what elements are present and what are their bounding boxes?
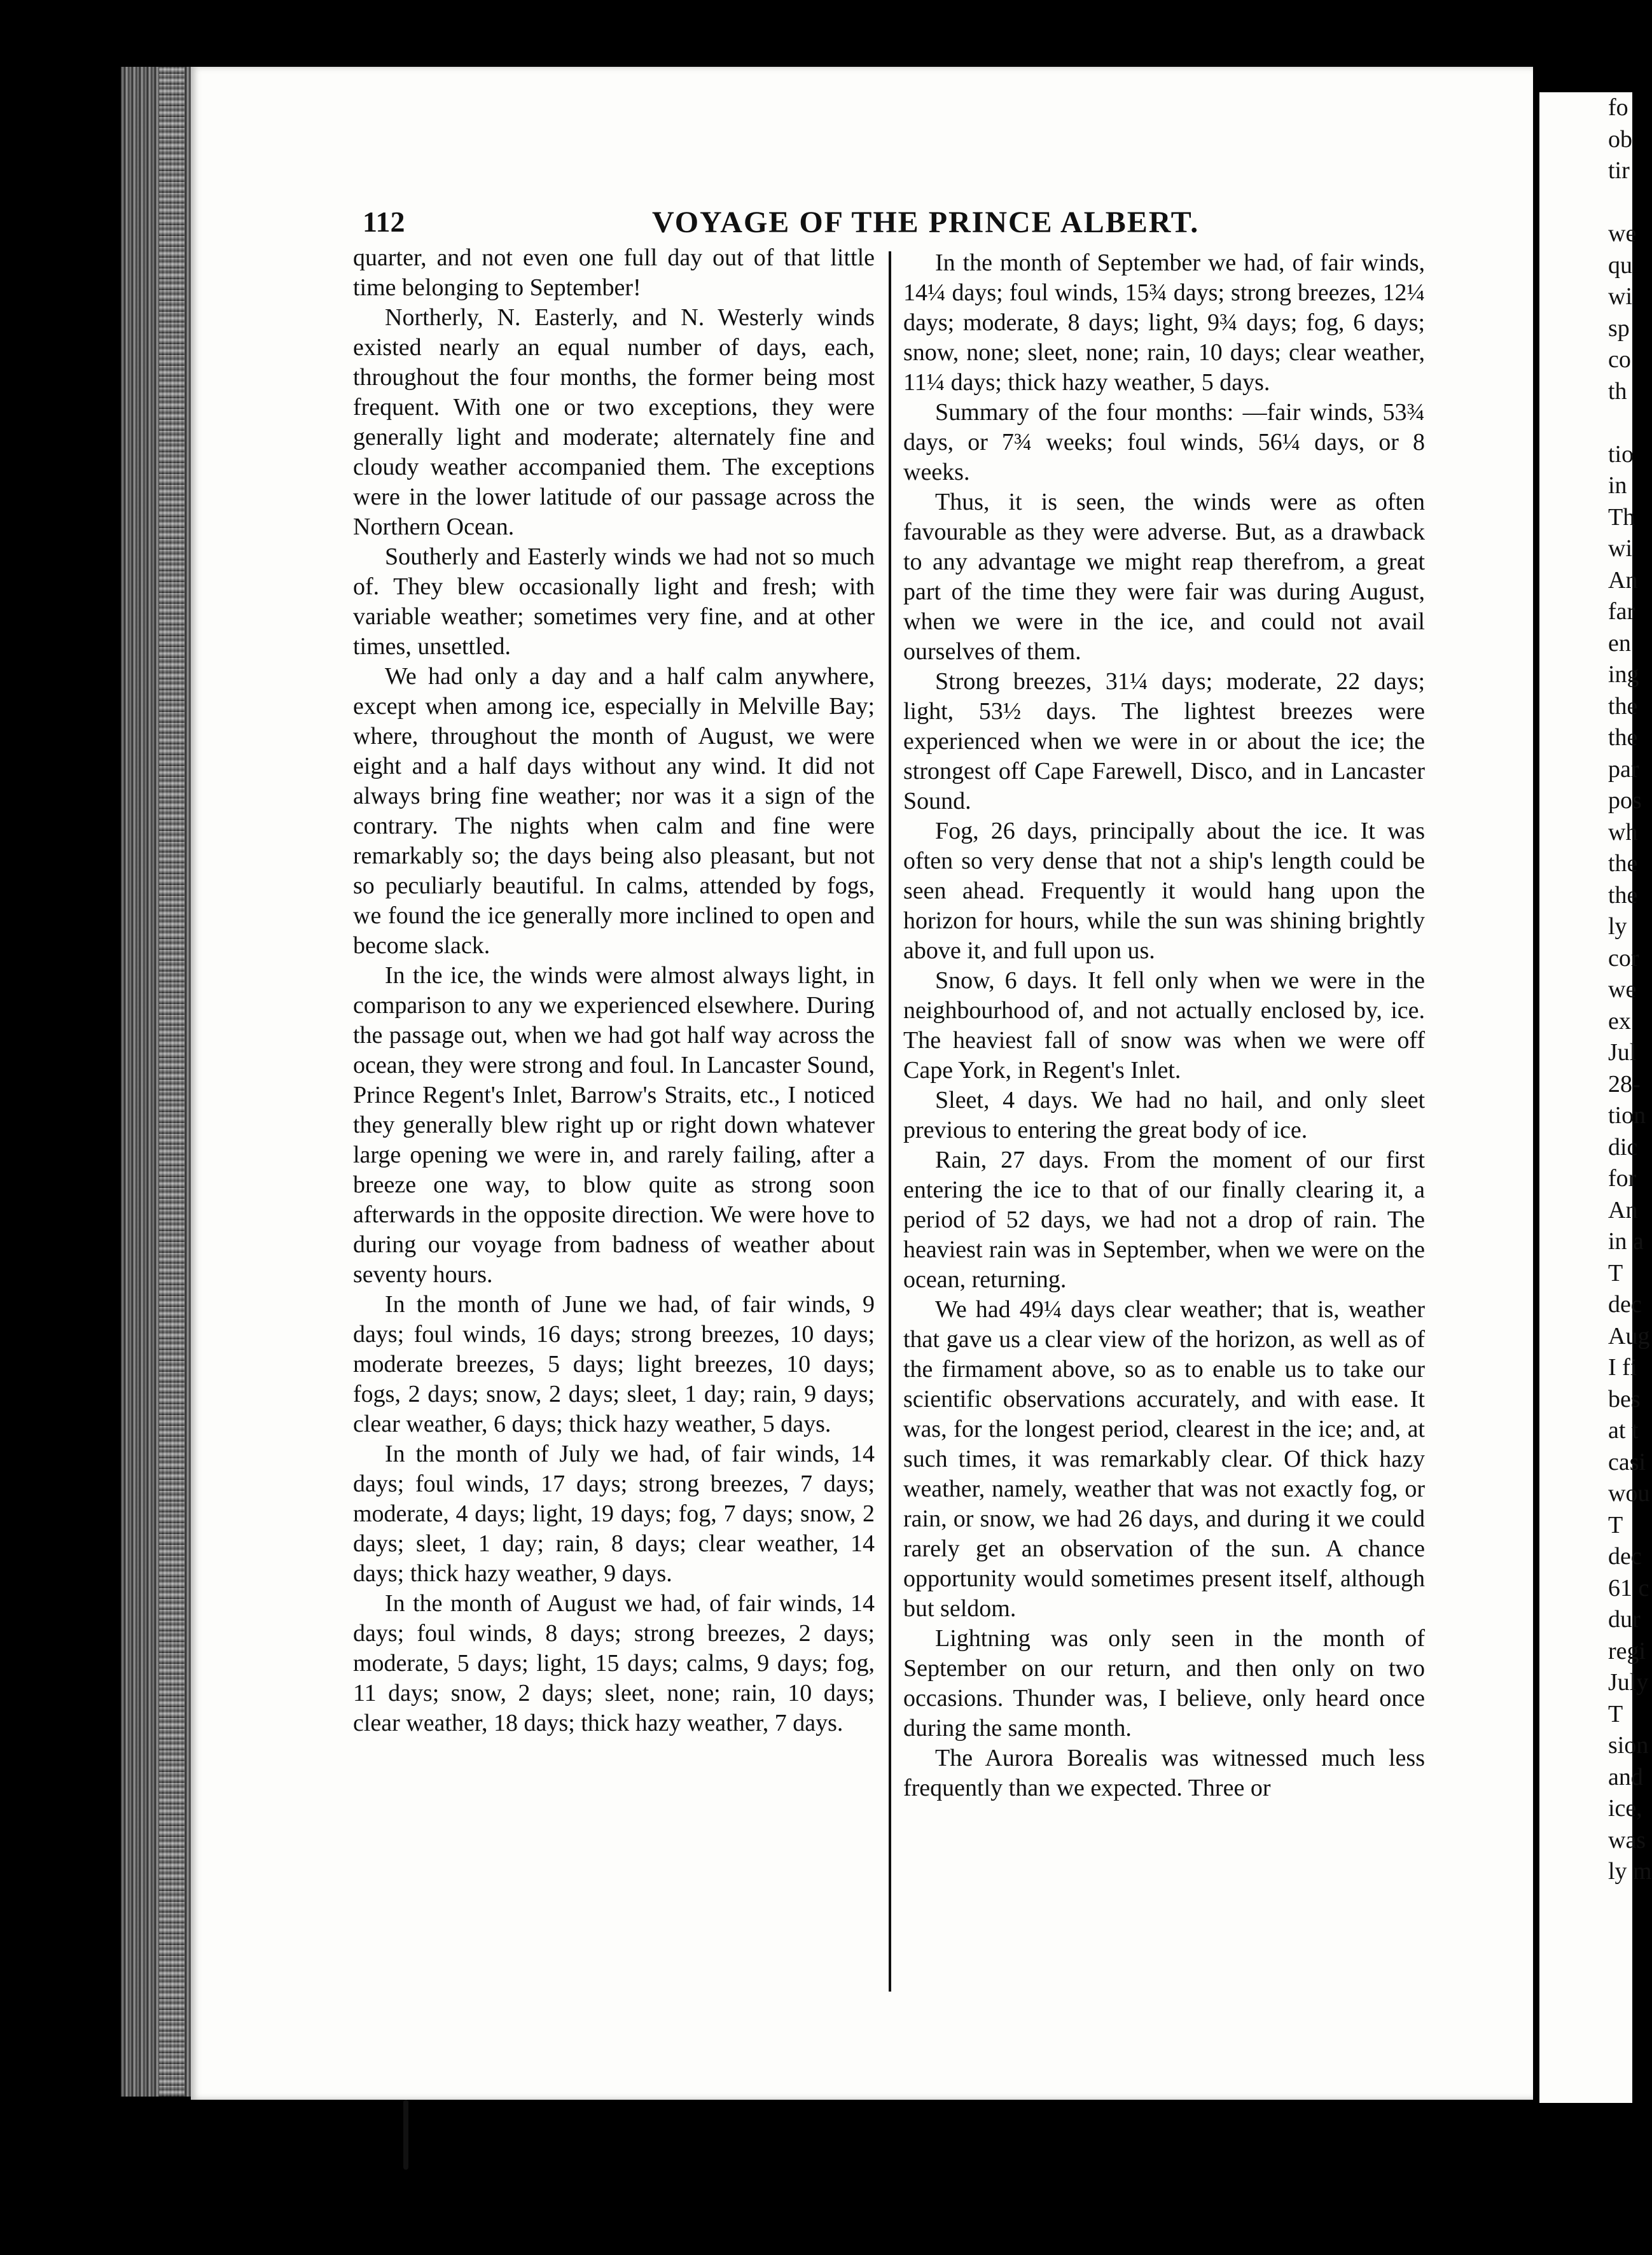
next-page-text-fragment: 61 c bbox=[1608, 1574, 1649, 1602]
paragraph: Northerly, N. Easterly, and N. Westerly winds existed nearly an equal number of days, each, throughout the four months, the former being most frequent. With one or two exceptions, they were generally light and moderate; alternately fine and cloudy weather accompanied them. The exceptions were in the lower latitude of our passage across the Northern Ocean. bbox=[353, 304, 875, 540]
next-page-text-fragment: the bbox=[1608, 881, 1638, 909]
paragraph: We had only a day and a half calm anywhere, except when among ice, especially in Melville Bay; where, throughout the month of August, we were eight and a half days without any wind. It did not always bring fine weather; nor was it a sign of the contrary. The nights when calm and fine were remarkably so; the days being also pleasant, but not so peculiarly beautiful. In calms, attended by fogs, we found the ice generally more inclined to open and become slack. bbox=[353, 663, 875, 959]
next-page-text-fragment: the bbox=[1608, 724, 1638, 751]
column-divider bbox=[889, 251, 891, 1992]
next-page-text-fragment: ing bbox=[1608, 661, 1639, 688]
left-column bbox=[353, 243, 875, 2012]
next-page-text-fragment: par bbox=[1608, 755, 1639, 783]
paragraph: Southerly and Easterly winds we had not so much of. They blew occasionally light and fresh; with variable weather; sometimes very fine, and at other times, unsettled. bbox=[353, 543, 875, 660]
next-page-text-fragment: en bbox=[1608, 629, 1631, 657]
next-page-text-fragment bbox=[1539, 187, 1632, 219]
next-page-text-fragment: Aug bbox=[1608, 1322, 1650, 1350]
next-page-text-fragment: July bbox=[1608, 1669, 1649, 1696]
next-page-text-fragment: T bbox=[1608, 1259, 1623, 1287]
paragraph: Fog, 26 days, principally about the ice. It was often so very dense that not a ship's length could be seen ahead. Frequently it would hang upon the horizon for hours, while the sun was shining brightly above it, and full upon us. bbox=[903, 818, 1425, 964]
next-page-text-fragment: wou bbox=[1608, 1480, 1650, 1507]
paragraph: In the month of July we had, of fair winds, 14 days; foul winds, 17 days; strong breezes, 7 days; moderate, 4 days; light, 19 days; fog, 7 days; snow, 2 days; sleet, 1 day; rain, 8 days; clear weather, 14 days; thick hazy weather, 9 days. bbox=[353, 1441, 875, 1587]
next-page-text-fragment: An bbox=[1608, 566, 1638, 594]
paragraph: Rain, 27 days. From the moment of our first entering the ice to that of our finally clearing it, a period of 52 days, we had not a drop of rain. The heaviest rain was in September, when we were on the ocean, returning. bbox=[903, 1147, 1425, 1293]
paragraph: In the month of September we had, of fair winds, 14¼ days; foul winds, 15¾ days; strong breezes, 12¼ days; moderate, 8 days; light, 9¾ days; fog, 6 days; snow, none; sleet, none; rain, 10 days; clear weather, 11¼ days; thick hazy weather, 5 days. bbox=[903, 249, 1425, 396]
next-page-text-fragment: far bbox=[1608, 598, 1635, 625]
next-page-text-fragment: ice, bbox=[1608, 1795, 1642, 1822]
paragraph: In the month of August we had, of fair winds, 14 days; foul winds, 8 days; strong breezes, 2 days; moderate, 5 days; light, 15 days; calms, 9 days; fog, 11 days; snow, 2 days; sleet, none; rain, 10 days; clear weather, 18 days; thick hazy weather, 7 days. bbox=[353, 1590, 875, 1736]
next-page-text-fragment: wh bbox=[1608, 818, 1638, 846]
next-page-text-fragment: in a bbox=[1608, 1228, 1644, 1255]
next-page-text-fragment: T bbox=[1608, 1700, 1623, 1728]
next-page-text-fragment: co bbox=[1608, 346, 1631, 373]
next-page-text-fragment: ly m bbox=[1608, 1858, 1652, 1885]
next-page-text-fragment: was bbox=[1608, 1826, 1646, 1854]
next-page-text-fragment: fo bbox=[1608, 94, 1628, 121]
next-page-text-fragment: sion bbox=[1608, 1732, 1649, 1759]
paragraph: The Aurora Borealis was witnessed much less frequently than we expected. Three or bbox=[903, 1745, 1425, 1801]
running-title: VOYAGE OF THE PRINCE ALBERT. bbox=[652, 206, 1200, 239]
next-page-text-fragment: T bbox=[1608, 1511, 1623, 1539]
next-page-text-fragment: Jul bbox=[1608, 1039, 1637, 1066]
next-page-text-fragment: ly bbox=[1608, 913, 1627, 940]
scan-artifact-mark bbox=[403, 2100, 408, 2170]
next-page-text-fragment: dur bbox=[1608, 1606, 1641, 1633]
page-header bbox=[363, 205, 1457, 243]
next-page-text-fragment: I fi bbox=[1608, 1354, 1637, 1381]
next-page-text-fragment: dic bbox=[1608, 1133, 1638, 1161]
next-page-text-fragment: bes bbox=[1608, 1385, 1641, 1413]
next-page-text-fragment: for bbox=[1608, 1165, 1637, 1192]
binding-texture bbox=[159, 67, 184, 2097]
next-page-text-fragment: pos bbox=[1608, 787, 1642, 814]
next-page-text-fragment: qu bbox=[1608, 251, 1632, 279]
next-page-text-fragment: regi bbox=[1608, 1637, 1646, 1665]
next-page-text-fragment: Th bbox=[1608, 503, 1635, 531]
next-page-text-fragment: the bbox=[1608, 850, 1638, 877]
next-page-text-fragment: and bbox=[1608, 1763, 1643, 1791]
next-page-text-fragment: tion bbox=[1608, 1102, 1646, 1129]
next-page-text-fragment: we bbox=[1608, 220, 1637, 247]
next-page-text-fragment: ob bbox=[1608, 125, 1632, 153]
next-page-text-fragment: th bbox=[1608, 377, 1627, 405]
next-page-text-fragment: sp bbox=[1608, 314, 1630, 342]
paragraph: quarter, and not even one full day out of that little time belonging to September! bbox=[353, 244, 875, 301]
next-page-text-fragment: 28- bbox=[1608, 1070, 1641, 1098]
right-column bbox=[903, 248, 1425, 2011]
next-page-text-fragment: in bbox=[1608, 472, 1627, 499]
next-page-text-fragment: casi bbox=[1608, 1448, 1646, 1476]
paragraph: Strong breezes, 31¼ days; moderate, 22 days; light, 53½ days. The lightest breezes were experienced when we were in or about the ice; the strongest off Cape Farewell, Disco, and in Lancaster Sound. bbox=[903, 668, 1425, 814]
next-page-text-fragment: dec bbox=[1608, 1543, 1642, 1570]
next-page-text-fragment: ex bbox=[1608, 1007, 1631, 1035]
next-page-text-fragment: tir bbox=[1608, 157, 1630, 184]
paragraph: Summary of the four months: —fair winds, 53¾ days, or 7¾ weeks; foul winds, 56¼ days, or 8 weeks. bbox=[903, 399, 1425, 485]
paragraph: In the ice, the winds were almost always light, in comparison to any we experienced elsewhere. During the passage out, when we had got half way across the ocean, they were strong and foul. In Lancaster Sound, Prince Regent's Inlet, Barrow's Straits, etc., I noticed they generally blew right up or right down whatever large opening we were in, and rarely failing, after a breeze one way, to blow quite as strong soon afterwards in the opposite direction. We were hove to during our voyage from badness of weather about seventy hours. bbox=[353, 962, 875, 1288]
next-page-edge bbox=[1539, 92, 1652, 2103]
next-page-text-fragment bbox=[1539, 407, 1632, 439]
next-page-text-fragment: at t bbox=[1608, 1417, 1639, 1444]
next-page-text-fragment: wi bbox=[1608, 283, 1632, 310]
next-page-text-fragment: tio bbox=[1608, 440, 1634, 468]
next-page-text-fragment: wi bbox=[1608, 535, 1632, 562]
page-number: 112 bbox=[363, 206, 405, 238]
next-page-text-fragment: cor bbox=[1608, 944, 1639, 972]
next-page-text-fragment: the bbox=[1608, 692, 1638, 720]
next-page-text-fragment: dec bbox=[1608, 1291, 1642, 1318]
paragraph: Sleet, 4 days. We had no hail, and only sleet previous to entering the great body of ice. bbox=[903, 1087, 1425, 1143]
paragraph: Lightning was only seen in the month of September on our return, and then only on two occasions. Thunder was, I believe, only heard once during the same month. bbox=[903, 1625, 1425, 1742]
next-page-text-fragment: we bbox=[1608, 976, 1637, 1003]
paragraph: Thus, it is seen, the winds were as often favourable as they were adverse. But, as a drawback to any advantage we might reap therefrom, a great part of the time they were fair was during August, when we were in the ice, and could not avail ourselves of them. bbox=[903, 489, 1425, 665]
paragraph: In the month of June we had, of fair winds, 9 days; foul winds, 16 days; strong breezes, 10 days; moderate breezes, 5 days; light breezes, 10 days; fogs, 2 days; snow, 2 days; sleet, 1 day; rain, 9 days; clear weather, 6 days; thick hazy weather, 5 days. bbox=[353, 1291, 875, 1437]
paragraph: We had 49¼ days clear weather; that is, weather that gave us a clear view of the horizon, as well as of the firmament above, so as to enable us to take our scientific observations accurately, and with ease. It was, for the longest period, clearest in the ice; and, at such times, it was remarkably clear. Of thick hazy weather, namely, weather that was not exactly fog, or rain, or snow, we had 26 days, and during it we could rarely get an observation of the sun. A chance opportunity would sometimes present itself, although but seldom. bbox=[903, 1296, 1425, 1622]
paragraph: Snow, 6 days. It fell only when we were in the neighbourhood of, and not actually enclosed by, ice. The heaviest fall of snow was when we were off Cape York, in Regent's Inlet. bbox=[903, 967, 1425, 1084]
next-page-text-fragment: An bbox=[1608, 1196, 1638, 1224]
